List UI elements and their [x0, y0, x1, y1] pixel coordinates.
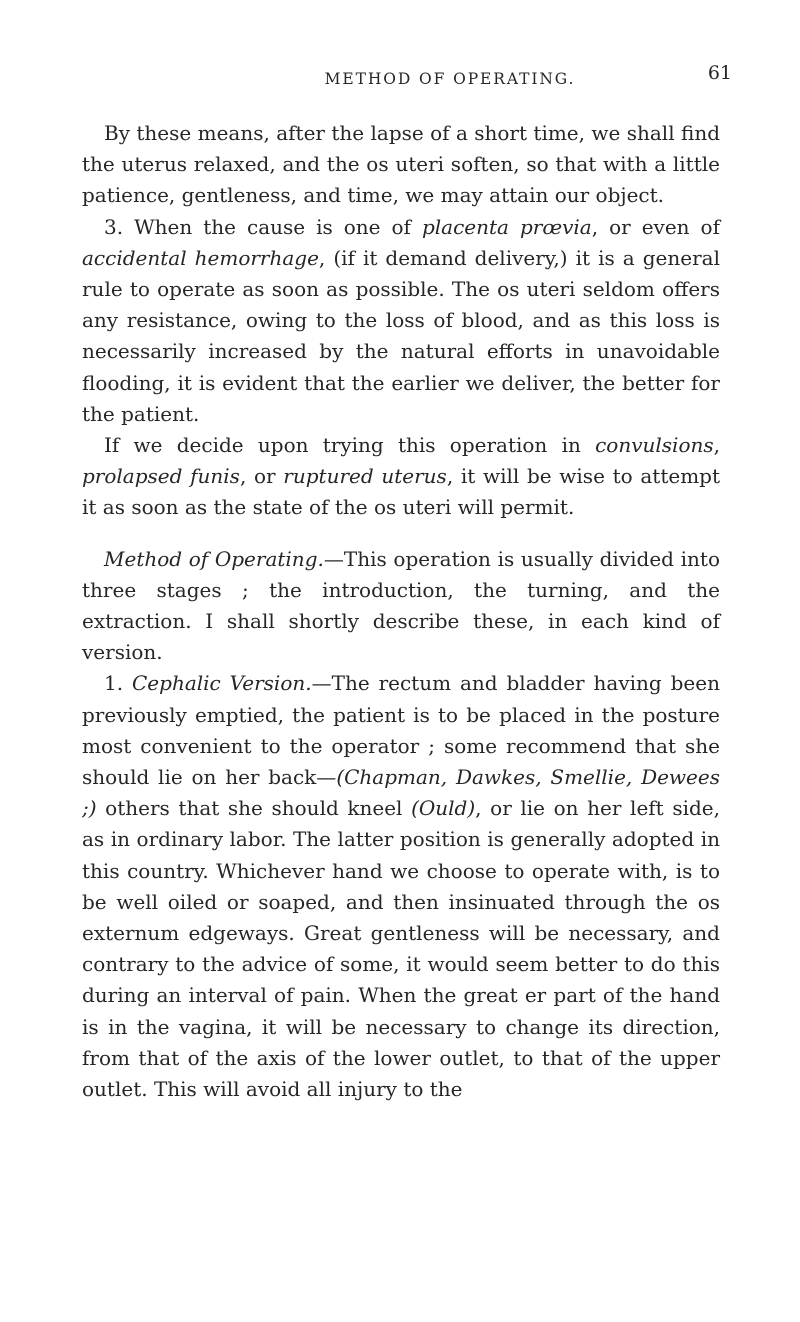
paragraph-2 [82, 212, 720, 430]
paragraph-4-text-b: —This operation is usually divided into three stages ; the introduction, the turning, and the extraction. I shall shortly describe these, in each kind of version. [82, 546, 720, 665]
paragraph-2-text-c: , or even of [591, 214, 720, 239]
paragraph-2-text-a: 3. When the cause is one of [104, 214, 422, 239]
paragraph-3 [82, 430, 720, 524]
running-head: METHOD OF OPERATING. [324, 70, 576, 88]
section-heading-method-of-operating: Method of Operating. [104, 546, 324, 571]
page-number: 61 [707, 62, 732, 84]
citation-ould: (Ould) [411, 796, 476, 821]
paragraph-5 [82, 668, 720, 1105]
paragraph-5-text-e: others that she should kneel [96, 796, 412, 821]
term-prolapsed-funis: prolapsed funis [82, 464, 240, 489]
paragraph-1-text: By these means, after the lapse of a short time, we shall find the uterus relaxed, and the os uteri soften, so that with a little patience, gentleness, and time, we may attain our object. [82, 121, 720, 208]
paragraph-3-text-e: , or [239, 464, 284, 489]
paragraph-5-text-g: , or lie on her left side, as in ordinary labor. The latter position is generally adopted in this country. Whichever hand we choose to operate with, is to be well oiled or soaped, and then insinuated through the os externum edgeways. Great gentleness will be necessary, and contrary to the advice of some, it would seem better to do this during an interval of pain. When the great er part of the hand is in the vagina, it will be necessary to change its direction, from that of the axis of the lower outlet, to that of the upper outlet. This will avoid all injury to the [82, 796, 720, 1102]
body-text [82, 118, 720, 1105]
paragraph-2-text-e: , (if it demand delivery,) it is a general rule to operate as soon as possible. The os uteri seldom offers any resistance, owing to the loss of blood, and as this loss is necessarily increased by the natural efforts in unavoidable flooding, it is evident that the earlier we deliver, the better for the patient. [82, 245, 720, 426]
paragraph-3-text-c: , [713, 433, 720, 458]
term-placenta-praevia: placenta prœvia [421, 214, 592, 239]
paragraph-3-text-a: If we decide upon trying this operation in [104, 433, 596, 458]
term-accidental-hemorrhage: accidental hemorrhage [82, 245, 319, 270]
section-heading-cephalic-version: Cephalic Version. [132, 671, 312, 696]
term-ruptured-uterus: ruptured uterus [283, 464, 447, 489]
paragraph-3-text-g: , it will be wise to attempt it as soon as the state of the os uteri will permit. [82, 464, 720, 520]
paragraph-1 [82, 118, 720, 212]
paragraph-5-text-c: —The rectum and bladder having been previously emptied, the patient is to be placed in the posture most convenient to the operator ; some recommend that she should lie on her back— [82, 671, 720, 790]
paragraph-5-number: 1. [104, 671, 132, 696]
paragraph-4 [82, 544, 720, 669]
citation-authors: (Chapman, Dawkes, Smellie, Dewees ;) [82, 765, 720, 821]
term-convulsions: convulsions [595, 433, 714, 458]
